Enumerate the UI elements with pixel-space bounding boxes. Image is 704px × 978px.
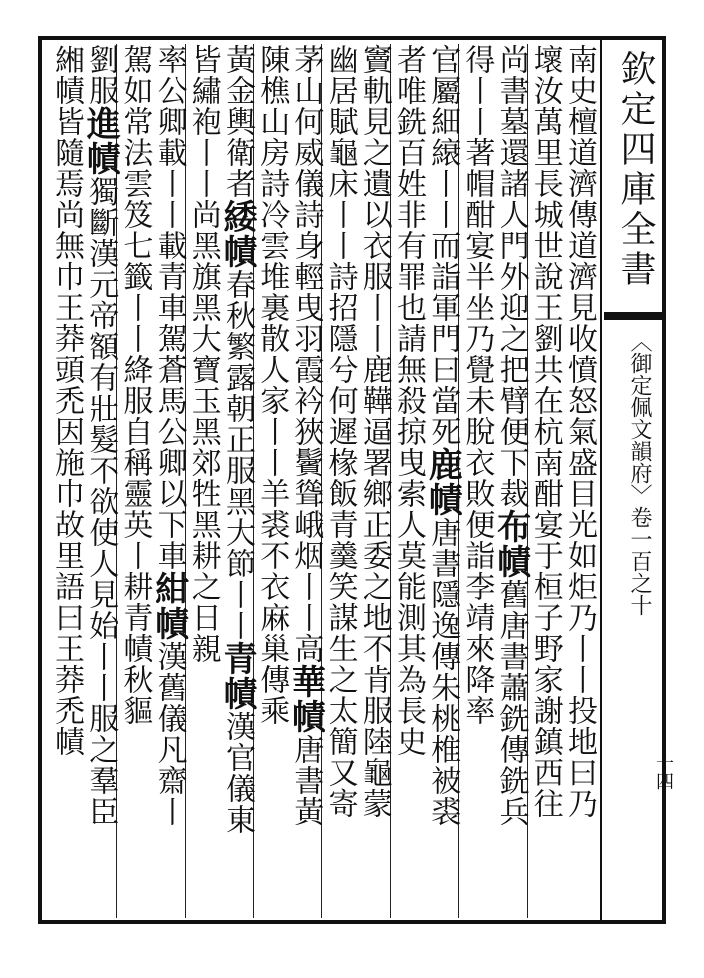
text-run: 巢傳乘 [254,633,290,726]
text-column [490,44,531,918]
text-run: 率公卿載丨丨載青車駕蒼馬公卿以下車 [151,44,187,571]
text-column [148,44,189,918]
text-column [186,44,220,918]
entry-heading: 鹿幘 [422,447,463,517]
text-column [422,44,463,918]
page-number: 十四 [653,754,674,790]
entry-heading: 緌幘 [216,199,257,269]
text-run: 南史檀道濟傳道濟見收憤怒氣盛目光如炬乃丨丨投地曰乃 [561,44,597,819]
text-run: 得丨丨著帽酣宴半坐乃覺未脫衣 [459,44,495,478]
text-column [528,44,562,918]
text-run: 皆隨焉尚無巾王莽頭禿因施巾故里語曰王莽禿幘 [48,106,84,757]
text-run: 壞汝萬里長城世說王劉共在杭南酣宴于桓子野家謝鎮西往 [527,44,563,819]
text-run: 劉服 [83,44,119,106]
text-column [216,44,257,918]
entry-heading: 紺幘 [148,571,189,641]
text-run: 茅山何威儀詩身輕曳羽霞衿狹鬢聳峨烟丨丨高 [288,44,324,664]
text-run: 駕如常法雲笈七籤丨丨絳服自稱靈英 [117,44,153,540]
text-column [80,44,121,918]
text-column [391,44,425,918]
text-column [49,44,83,918]
text-run: 緗幘 [48,44,84,106]
text-column [459,44,493,918]
text-column [285,44,326,918]
text-run: 耕之日親 [185,540,221,664]
text-column [254,44,288,918]
entry-heading: 華幘 [285,664,326,734]
text-run: 竇軌見之遺以衣服丨丨鹿鞾逼署鄉正委之地不肯服陸龜蒙 [356,44,392,819]
text-run: 漢舊儀凡齋丨 [151,641,187,827]
entry-heading: 布幘 [490,509,531,579]
text-run: 唐書黃 [288,734,324,827]
text-run: 皆繡袍丨丨尚黑旗黑大寶玉黑郊牲黑 [185,44,221,540]
book-title: 欽定四庫全書 [615,50,656,290]
text-run: 官屬細縗丨丨而詣軍門曰當死 [425,44,461,447]
text-run: 者唯銑百姓非有罪也請無殺掠 [390,44,426,447]
text-run: 唐書隱逸傳朱桃椎被裘 [425,517,461,827]
volume-subtitle: 〈御定佩文韻府〉卷一百之十 [627,330,652,616]
text-run: 漢官儀東 [219,711,255,835]
text-run: 舊唐書蕭銑傳銑兵 [493,579,529,827]
fishtail-band [604,312,662,320]
text-column [357,44,391,918]
text-run: 春秋繁露朝正服黑大節丨丨 [219,269,255,641]
entry-heading: 青幘 [216,641,257,711]
text-run: 幽居賦龜床丨丨詩招隱兮何遲椽飯青羹笑謀生之太簡又寄 [322,44,358,819]
text-run: 黃金輿衛者 [219,44,255,199]
text-run: 敗便詣李靖來降率 [459,478,495,726]
text-column [322,44,356,918]
text-run: 尚書墓還諸人門外迎之把臂便下裁 [493,44,529,509]
text-run: 丨耕青幘秋貙 [117,540,153,726]
entry-heading: 進幘 [80,106,121,176]
text-run: 獨斷漢元帝額有壯髮不欲使人見始丨丨服之羣臣 [83,176,119,827]
text-column [562,44,596,918]
text-run: 曳索人莫能測其為長史 [390,447,426,757]
text-run: 陳樵山房詩冷雲堆裏散人家丨丨羊裘不衣麻 [254,44,290,633]
text-column [117,44,151,918]
